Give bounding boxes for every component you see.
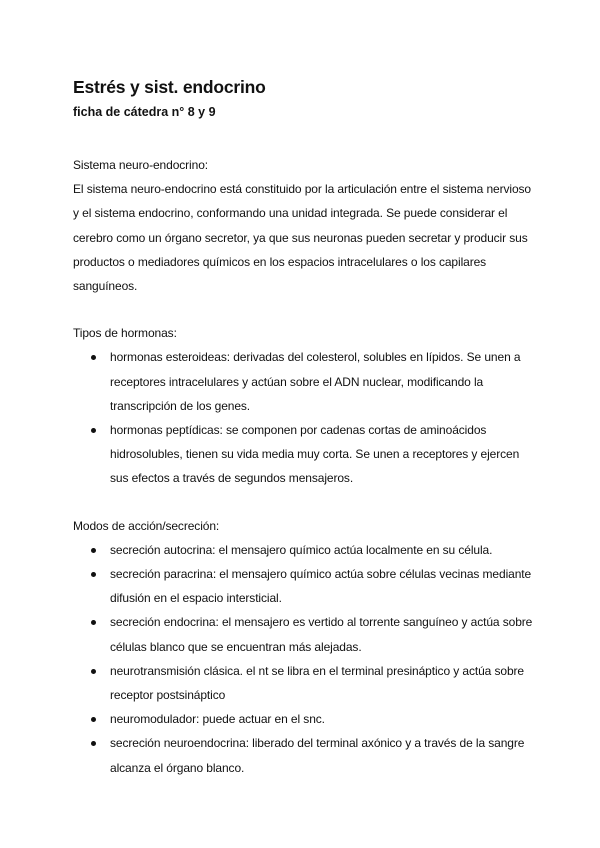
- document-title: Estrés y sist. endocrino: [73, 77, 266, 97]
- section-neuro-endocrino: [73, 153, 533, 298]
- list-item: secreción neuroendocrina: liberado del terminal axónico y a través de la sangre alcanza el órgano blanco.: [110, 731, 533, 779]
- list-item: hormonas esteroideas: derivadas del colesterol, solubles en lípidos. Se unen a receptores intracelulares y actúan sobre el ADN nuclear, modificando la transcripción de los genes.: [110, 345, 533, 418]
- list-item: neuromodulador: puede actuar en el snc.: [110, 707, 533, 731]
- section-paragraph: El sistema neuro-endocrino está constituido por la articulación entre el sistema nervioso y el sistema endocrino, conformando una unidad integrada. Se puede considerar el cerebro como un órgano secretor, ya que sus neuronas pueden secretar y producir sus productos o mediadores químicos en los espacios intracelulares o los capilares sanguíneos.: [73, 182, 532, 294]
- section-heading: Modos de acción/secreción:: [73, 518, 220, 533]
- document-page: [73, 76, 533, 780]
- section-heading: Tipos de hormonas:: [73, 326, 177, 341]
- list-item: neurotransmisión clásica. el nt se libra en el terminal presináptico y actúa sobre receptor postsináptico: [110, 659, 533, 707]
- section-modos-accion: [73, 514, 533, 780]
- bullet-list: [73, 538, 533, 780]
- bullet-list: [73, 345, 533, 490]
- list-item: secreción paracrina: el mensajero químico actúa sobre células vecinas mediante difusión en el espacio intersticial.: [110, 562, 533, 610]
- document-subtitle: ficha de cátedra n° 8 y 9: [73, 105, 216, 119]
- section-tipos-hormonas: [73, 321, 533, 490]
- section-heading: Sistema neuro-endocrino:: [73, 158, 209, 172]
- list-item: hormonas peptídicas: se componen por cadenas cortas de aminoácidos hidrosolubles, tienen su vida media muy corta. Se unen a receptores y ejercen sus efectos a través de segundos mensajeros.: [110, 418, 533, 491]
- list-item: secreción autocrina: el mensajero químico actúa localmente en su célula.: [110, 538, 533, 562]
- list-item: secreción endocrina: el mensajero es vertido al torrente sanguíneo y actúa sobre células blanco que se encuentran más alejadas.: [110, 610, 533, 658]
